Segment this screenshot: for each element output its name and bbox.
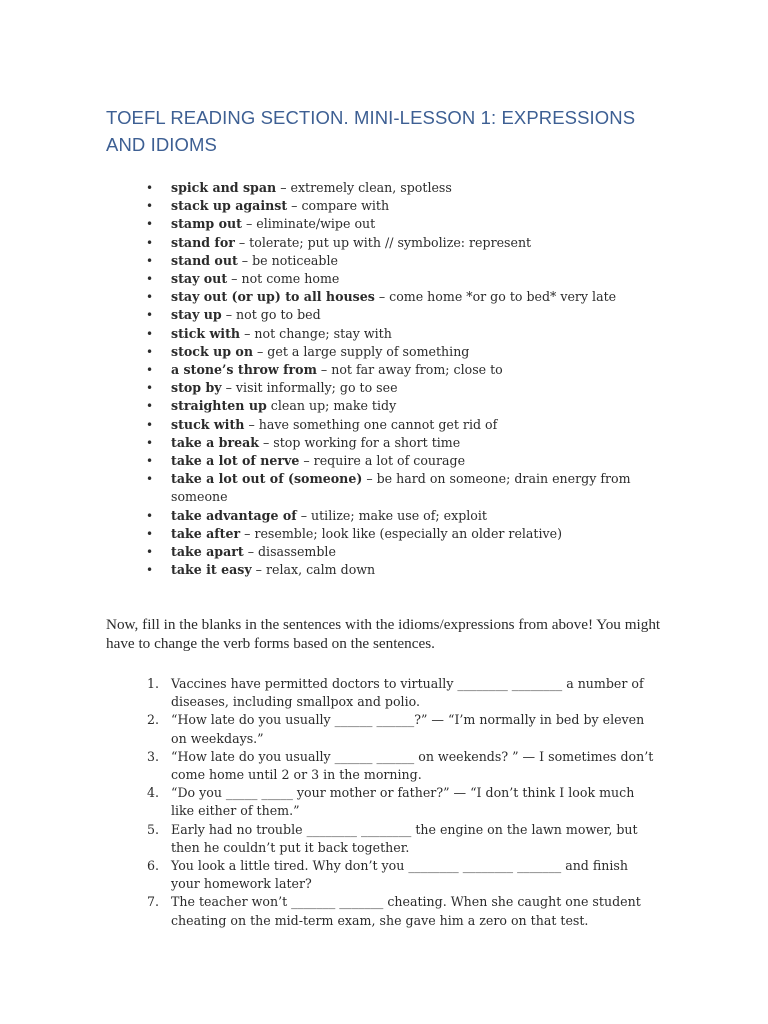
- idiom-definition: – resemble; look like (especially an older relative): [240, 525, 563, 541]
- idiom-item: [140, 215, 660, 233]
- idiom-term: stamp out: [171, 216, 242, 232]
- idiom-term: stand for: [171, 234, 235, 250]
- page-title: TOEFL READING SECTION. MINI-LESSON 1: EXPRESSIONS AND IDIOMS: [106, 107, 636, 155]
- idiom-item: [140, 270, 660, 288]
- idiom-term: take a lot out of (someone): [171, 471, 363, 487]
- idiom-term: stick with: [171, 325, 241, 341]
- idiom-item: [140, 470, 660, 506]
- exercise-text: “How late do you usually ______ ______?” — “I’m normally in bed by eleven on weekdays.”: [171, 712, 645, 746]
- exercise-item: [140, 711, 660, 747]
- idiom-definition: – not come home: [227, 271, 340, 287]
- idiom-definition: clean up; make tidy: [266, 398, 397, 414]
- idiom-definition: – not far away from; close to: [316, 362, 503, 378]
- idiom-item: [140, 361, 660, 379]
- idiom-definition: – be noticeable: [237, 252, 338, 268]
- idiom-definition: – require a lot of courage: [299, 453, 466, 469]
- exercise-number: 5.: [147, 821, 160, 837]
- idiom-definition: – get a large supply of something: [253, 343, 470, 359]
- idiom-item: [140, 525, 660, 543]
- idiom-item: [140, 197, 660, 215]
- idiom-item: [140, 507, 660, 525]
- idiom-term: stack up against: [171, 198, 288, 214]
- idiom-term: stay out (or up) to all houses: [171, 289, 375, 305]
- idiom-term: stuck with: [171, 416, 245, 432]
- idiom-term: stop by: [171, 380, 222, 396]
- exercise-text: “How late do you usually ______ ______ on weekends? ” — I sometimes don’t come home until 2 or 3 in the morning.: [171, 748, 654, 783]
- idiom-definition: – stop working for a short time: [258, 434, 461, 450]
- idiom-definition: – utilize; make use of; exploit: [296, 507, 487, 523]
- idiom-definition: – not change; stay with: [240, 325, 392, 341]
- idiom-term: straighten up: [171, 398, 267, 414]
- idiom-item: [140, 343, 660, 361]
- idiom-term: stay up: [171, 307, 222, 323]
- exercise-number: 3.: [147, 748, 160, 764]
- idiom-definition: – relax, calm down: [251, 562, 376, 578]
- idiom-item: [140, 325, 660, 343]
- idiom-term: stay out: [171, 271, 228, 287]
- exercise-text: You look a little tired. Why don’t you ________ ________ _______ and finish your homework later?: [171, 858, 628, 892]
- exercise-text: Early had no trouble ________ ________ the engine on the lawn mower, but then he couldn’t put it back together.: [171, 821, 638, 855]
- exercise-item: [140, 748, 660, 784]
- idiom-item: [140, 179, 660, 197]
- idiom-definition: – come home *or go to bed* very late: [374, 289, 617, 305]
- idiom-item: [140, 288, 660, 306]
- idiom-item: [140, 397, 660, 415]
- idiom-definition: – tolerate; put up with // symbolize: represent: [234, 234, 532, 250]
- idiom-definition: – be hard on someone; drain energy from someone: [171, 471, 631, 505]
- idiom-item: [140, 306, 660, 324]
- idiom-definition: – eliminate/wipe out: [241, 216, 376, 232]
- idiom-term: take advantage of: [171, 507, 297, 523]
- idiom-item: [140, 234, 660, 252]
- idiom-definition: – have something one cannot get rid of: [244, 416, 498, 432]
- idiom-item: [140, 561, 660, 579]
- idiom-item: [140, 379, 660, 397]
- instructions-paragraph: Now, fill in the blanks in the sentences with the idioms/expressions from above! You might have to change the verb forms based on the sentences.: [106, 616, 661, 652]
- idiom-term: spick and span: [171, 180, 277, 195]
- exercise-number: 4.: [147, 785, 160, 801]
- idiom-term: take a break: [171, 434, 259, 450]
- idiom-term: take a lot of nerve: [171, 453, 300, 469]
- exercise-number: 7.: [147, 894, 160, 910]
- idiom-term: take after: [171, 525, 241, 541]
- exercise-number: 1.: [147, 676, 160, 691]
- exercise-text: The teacher won’t _______ _______ cheating. When she caught one student cheating on the mid-term exam, she gave him a zero on that test.: [171, 894, 641, 928]
- idiom-definition: – disassemble: [243, 544, 336, 560]
- exercise-item: [140, 857, 660, 893]
- idiom-definition: – extremely clean, spotless: [276, 180, 452, 195]
- idiom-item: [140, 452, 660, 470]
- exercise-item: [140, 821, 660, 857]
- idiom-term: take apart: [171, 544, 244, 560]
- idiom-item: [140, 252, 660, 270]
- exercise-item: [140, 675, 660, 711]
- idiom-term: take it easy: [171, 562, 252, 578]
- idiom-definition: – not go to bed: [221, 307, 321, 323]
- exercise-item: [140, 784, 660, 820]
- idiom-term: a stone’s throw from: [171, 362, 317, 378]
- idiom-item: [140, 434, 660, 452]
- exercise-number: 2.: [147, 712, 160, 728]
- idiom-term: stand out: [171, 252, 238, 268]
- idiom-definition: – compare with: [287, 198, 390, 214]
- idiom-term: stock up on: [171, 343, 253, 359]
- idiom-list: [140, 179, 660, 579]
- exercise-text: Vaccines have permitted doctors to virtually ________ ________ a number of diseases, including smallpox and polio.: [171, 676, 644, 710]
- idiom-definition: – visit informally; go to see: [221, 380, 398, 396]
- exercise-text: “Do you _____ _____ your mother or father?” — “I don’t think I look much like either of them.”: [171, 785, 635, 819]
- exercise-list: [140, 675, 660, 930]
- idiom-item: [140, 543, 660, 561]
- idiom-item: [140, 416, 660, 434]
- exercise-item: [140, 893, 660, 929]
- exercise-number: 6.: [147, 858, 160, 874]
